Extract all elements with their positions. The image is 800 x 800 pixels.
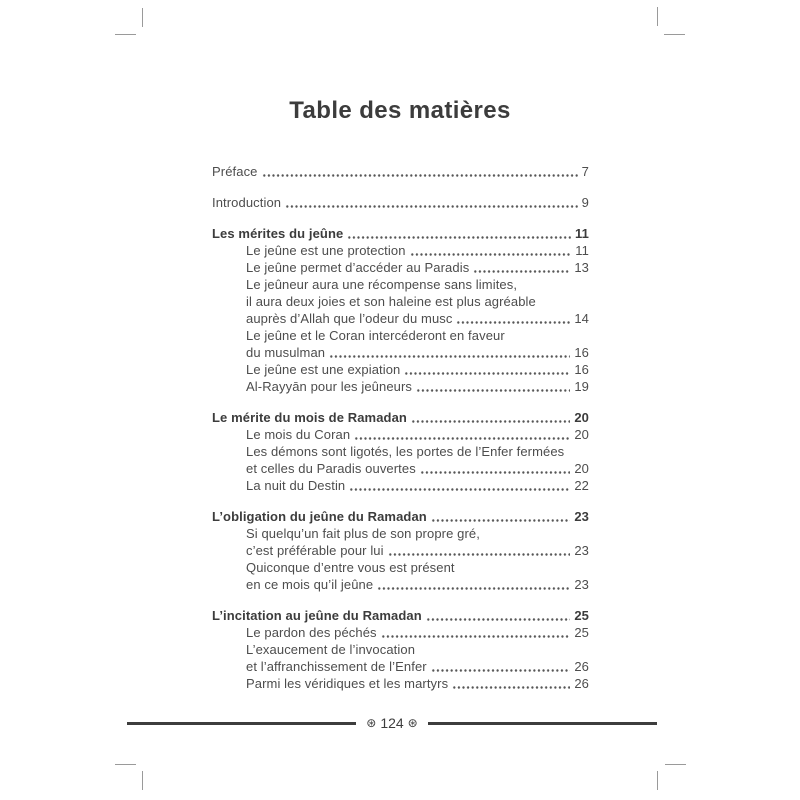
page-footer	[127, 714, 657, 733]
crop-mark-top-left-vertical	[142, 8, 143, 27]
toc-page-number: 14	[574, 311, 589, 326]
toc-entry-line: Les démons sont ligotés, les portes de l’Enfer fermées	[246, 444, 565, 459]
toc-page-number: 23	[574, 543, 589, 558]
dot-leader	[431, 508, 571, 525]
toc-entry-label: Les mérites du jeûne	[212, 226, 344, 241]
toc-entry	[212, 163, 589, 180]
toc-entry	[212, 194, 589, 211]
toc-entry-line: Le jeûne et le Coran intercéderont en faveur	[246, 328, 505, 343]
crop-mark-bottom-right-horizontal	[665, 764, 686, 765]
toc-entry-label: Le mérite du mois de Ramadan	[212, 410, 407, 425]
toc-entry-line: Le jeûneur aura une récompense sans limites,	[246, 277, 518, 292]
crop-mark-bottom-right-vertical	[657, 771, 658, 790]
toc-page-number: 11	[575, 226, 589, 241]
toc-entry-label: L’incitation au jeûne du Ramadan	[212, 608, 422, 623]
toc-entry-label: Le jeûne est une protection	[246, 243, 406, 258]
toc-entry-label: L’obligation du jeûne du Ramadan	[212, 509, 427, 524]
dot-leader	[410, 242, 572, 259]
toc-entry-label: Le jeûne permet d’accéder au Paradis	[246, 260, 470, 275]
toc-entry-label: auprès d’Allah que l’odeur du musc	[246, 311, 453, 326]
footer-page-chip	[356, 714, 427, 733]
toc-entry-label: du musulman	[246, 345, 326, 360]
toc-entry	[212, 675, 589, 692]
toc-entry	[212, 378, 589, 395]
toc-entry	[212, 361, 589, 378]
toc-entry	[212, 624, 589, 641]
toc-entry-label: Le mois du Coran	[246, 427, 351, 442]
dot-leader	[388, 542, 571, 559]
toc-page-number: 16	[574, 362, 589, 377]
dot-leader	[426, 607, 571, 624]
rosette-ornament-icon: ⊛	[407, 716, 418, 730]
toc-page-number: 19	[574, 379, 589, 394]
toc-section-entry	[212, 508, 589, 525]
toc-entry	[212, 641, 589, 675]
toc-page-number: 25	[574, 625, 589, 640]
toc-entry	[212, 443, 589, 477]
toc-entry	[212, 559, 589, 593]
dot-leader	[349, 477, 570, 494]
toc-entry-label: c’est préférable pour lui	[246, 543, 384, 558]
crop-mark-top-right-vertical	[657, 7, 658, 26]
toc-section-entry	[212, 409, 589, 426]
dot-leader	[452, 675, 570, 692]
crop-mark-bottom-left-vertical	[142, 771, 143, 790]
toc-entry-line: il aura deux joies et son haleine est plus agréable	[246, 294, 536, 309]
toc-page-number: 20	[574, 410, 589, 425]
toc-entry-label: Al-Rayyān pour les jeûneurs	[246, 379, 413, 394]
toc-entry-label: en ce mois qu’il jeûne	[246, 577, 374, 592]
toc-entry-label: et celles du Paradis ouvertes	[246, 461, 416, 476]
dot-leader	[404, 361, 570, 378]
dot-leader	[381, 624, 571, 641]
crop-mark-top-right-horizontal	[664, 34, 685, 35]
toc-page-number: 20	[574, 461, 589, 476]
dot-leader	[285, 194, 578, 211]
toc-page-number: 25	[574, 608, 589, 623]
crop-mark-top-left-horizontal	[115, 34, 136, 35]
toc-section-entry	[212, 607, 589, 624]
toc-entry-label: Le pardon des péchés	[246, 625, 377, 640]
toc-page-number: 16	[574, 345, 589, 360]
dot-leader	[262, 163, 578, 180]
toc-entry	[212, 276, 589, 327]
toc-entry-label: Préface	[212, 164, 258, 179]
dot-leader	[456, 310, 570, 327]
rosette-ornament-icon: ⊛	[366, 716, 377, 730]
toc-entry	[212, 242, 589, 259]
toc-page-number: 7	[581, 164, 589, 179]
dot-leader	[473, 259, 570, 276]
dot-leader	[416, 378, 570, 395]
dot-leader	[354, 426, 570, 443]
dot-leader	[377, 576, 570, 593]
dot-leader	[329, 344, 570, 361]
toc-section-entry	[212, 225, 589, 242]
toc-entry	[212, 477, 589, 494]
toc-page-number: 23	[574, 577, 589, 592]
dot-leader	[420, 460, 571, 477]
toc-page-number: 26	[574, 676, 589, 691]
toc-entry-label: et l’affranchissement de l’Enfer	[246, 659, 427, 674]
toc-list	[212, 163, 589, 692]
toc-entry-label: La nuit du Destin	[246, 478, 346, 493]
toc-page-number: 11	[575, 243, 589, 258]
toc-entry-label: Introduction	[212, 195, 282, 210]
toc-entry	[212, 259, 589, 276]
toc-entry	[212, 327, 589, 361]
toc-entry-line: Si quelqu’un fait plus de son propre gré,	[246, 526, 480, 541]
toc-entry	[212, 525, 589, 559]
dot-leader	[411, 409, 570, 426]
toc-entry	[212, 426, 589, 443]
toc-entry-label: Le jeûne est une expiation	[246, 362, 401, 377]
toc-page-number: 22	[574, 478, 589, 493]
footer-page-number: 124	[380, 715, 404, 731]
toc-page-number: 20	[574, 427, 589, 442]
toc-entry-line: Quiconque d’entre vous est présent	[246, 560, 455, 575]
toc-page-number: 23	[574, 509, 589, 524]
page-title: Table des matières	[289, 97, 511, 124]
dot-leader	[431, 658, 571, 675]
crop-mark-bottom-left-horizontal	[115, 764, 136, 765]
toc-page-number: 26	[574, 659, 589, 674]
toc-page-number: 9	[581, 195, 589, 210]
dot-leader	[347, 225, 571, 242]
toc-entry-line: L’exaucement de l’invocation	[246, 642, 416, 657]
toc-page-number: 13	[574, 260, 589, 275]
toc-entry-label: Parmi les véridiques et les martyrs	[246, 676, 449, 691]
